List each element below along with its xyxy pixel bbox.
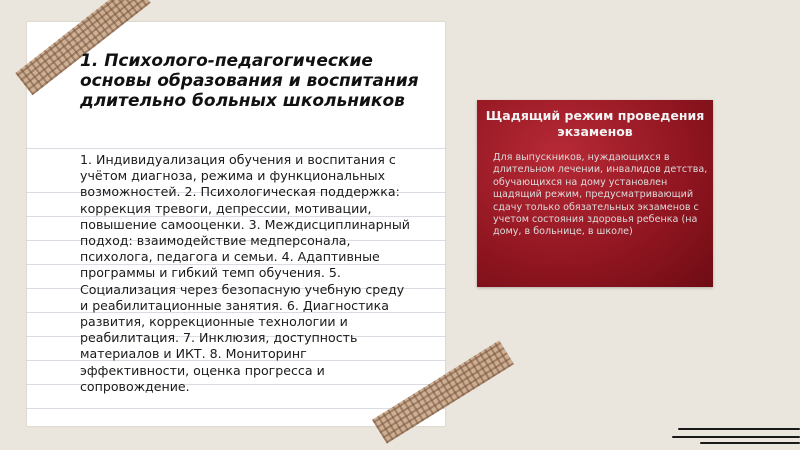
decorative-line: [678, 428, 800, 430]
exam-mode-text: Для выпускников, нуждающихся в длительном лечении, инвалидов детства, обучающихся на дому установлен щадящий режим, предусматривающий сдачу только обязательных экзаменов с учетом состояния здоровья ребенка (на дому, в больнице, в школе): [493, 152, 708, 238]
decorative-line: [700, 442, 800, 444]
decorative-line: [672, 436, 800, 438]
section-heading: 1. Психолого-педагогические основы образования и воспитания длительно больных школьников: [80, 51, 419, 111]
paper-divider: [27, 148, 445, 149]
section-body-text: 1. Индивидуализация обучения и воспитания с учётом диагноза, режима и функциональных возможностей. 2. Психологическая поддержка: коррекция тревоги, депрессии, мотивации, повышение самооценки. 3. Междисциплинарный подход: взаимодействие медперсонала, психолога, педагога и семьи. 4. Адаптивные программы и гибкий темп обучения. 5. Социализация через безопасную учебную среду и реабилитационные занятия. 6. Диагностика развития, коррекционные технологии и реабилитация. 7. Инклюзия, доступность материалов и ИКТ. 8. Мониторинг эффективности, оценка прогресса и сопровождение.: [80, 152, 410, 394]
exam-mode-title: Щадящий режим проведения экзаменов: [485, 108, 705, 139]
exam-mode-card: [477, 100, 713, 287]
